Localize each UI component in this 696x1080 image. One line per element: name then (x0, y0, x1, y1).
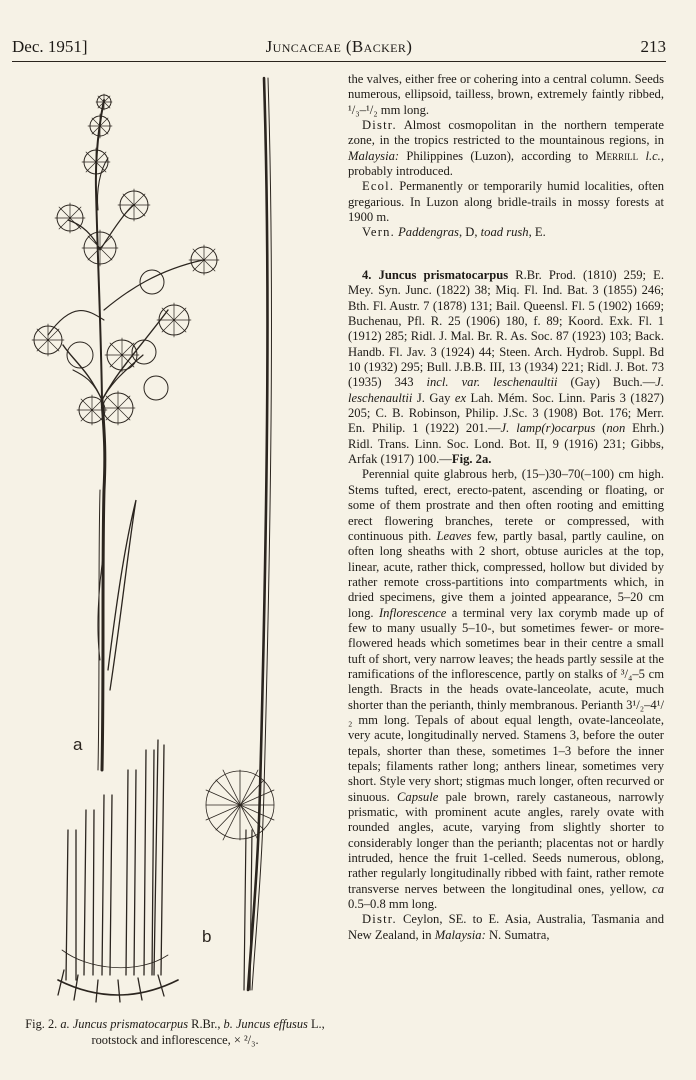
header-rule (12, 61, 666, 62)
juncus-effusus-drawing (58, 78, 274, 1002)
paragraph-seeds: the valves, either free or cohering into a central column. Seeds numerous, ellipsoid, tailless, brown, extremely faintly ribbed, ¹/₃–¹/₂ mm long. (348, 72, 664, 117)
figure-label-b: b (202, 927, 212, 946)
species-distribution: Distr. Ceylon, SE. to E. Asia, Australia, Tasmania and New Zealand, in Malaysia: N. Sumatra, (348, 912, 664, 942)
figure-caption: Fig. 2. a. Juncus prismatocarpus R.Br., b. Juncus effusus L., rootstock and inflorescence, × ²/₃. (25, 1017, 325, 1047)
text-column-upper (348, 72, 664, 241)
paragraph-ecology: Ecol. Permanently or temporarily humid localities, often gregarious. In Luzon along bridle-trails in mossy forests at 1900 m. (348, 179, 664, 225)
species-description: Perennial quite glabrous herb, (15–)30–70(–100) cm high. Stems tufted, erect, erecto-patent, ascending or floating, or some of them prostrate and then often rooting and emitting erect flowering branches, terete or compressed, with continuous pith. Leaves few, partly basal, partly cauline, on often long sheaths with 2 short, obtuse auricles at the top, linear, acute, rather thick, compressed, hollow but divided by rather remote cross-partitions into compartments which, in dried specimens, give them a jointed appearance, 5–20 cm long. Inflorescence a terminal very lax corymb made up of few to many usually 5–10-, but sometimes fewer- or more-flowered heads which sometimes bear in their centre a small tuft of short, very narrow leaves; the heads partly sessile at the ramifications of the inflorescence, partly on stalks of ³/₄–5 cm length. Bracts in the heads ovate-lanceolate, acute, much shorter than the perianth, thinly membranous. Perianth 3¹/₂–4¹/₂ mm long. Tepals of about equal length, ovate-lanceolate, very acute, longitudinally nerved. Stamens 3, before the outer tepals, shorter than these, sometimes 1–3 before the inner tepals; filaments rather long; anthers linear, sometimes very short. Style very short; stigmas much longer, often recurved or sinuous. Capsule pale brown, rarely castaneous, narrowly prismatic, with prominent acute angles, rarely ovate with rounded angles, acute, varying from slightly shorter to considerably longer than the perianth; placentas not or hardly intruded, hence the fruit 1-celled. Seeds numerous, oblong, rather regularly longitudinally ribbed with faint, rather remote transverse nerves between the longitudinal ones, yellow, ca 0.5–0.8 mm long. (348, 467, 665, 912)
juncus-prismatocarpus-drawing (32, 94, 219, 770)
text-column-species (348, 268, 664, 943)
header-date: Dec. 1951] (12, 37, 88, 56)
running-header (12, 36, 666, 60)
page-number: 213 (640, 37, 666, 56)
paragraph-distribution: Distr. Almost cosmopolitan in the northern temperate zone, in the tropics restricted to the mountainous regions, in Malaysia: Philippines (Luzon), according to Merrill l.c., probably introduced. (348, 118, 664, 179)
figure-label-a: a (73, 735, 83, 754)
paragraph-vernacular: Vern. Paddengras, D, toad rush, E. (362, 225, 546, 240)
botanical-figure (18, 70, 332, 1010)
species-references: 4. Juncus prismatocarpus R.Br. Prod. (1810) 259; E. Mey. Syn. Junc. (1822) 38; Miq. Fl. Ind. Bat. 3 (1855) 246; Bth. Fl. Austr. 7 (1878) 131; Bail. Queensl. Fl. 5 (1902) 1669; Buchenau, Pfl. R. 25 (1906) 180, f. 89; Koord. Exk. Fl. 1 (1912) 285; Ridl. J. Mal. Br. R. As. Soc. 87 (1923) 103; Back. Handb. Fl. Jav. 3 (1924) 44; Steen. Arch. Hydrob. Suppl. Bd 10 (1932) 295; Bull. J.B.B. III, 13 (1934) 221; Ridl. J. Bot. 73 (1935) 343 incl. var. leschenaultii (Gay) Buch.—J. leschenaultii J. Gay ex Lah. Mém. Soc. Linn. Paris 3 (1827) 205; C. B. Robinson, Philip. J.Sc. 3 (1908) Bot. 176; Merr. En. Philip. 1 (1922) 201.—J. lamp(r)ocarpus (non Ehrh.) Ridl. Trans. Linn. Soc. Lond. Bot. II, 9 (1916) 231; Gibbs, Arfak (1917) 100.—Fig. 2a. (348, 268, 665, 467)
header-title: Juncaceae (Backer) (265, 37, 413, 56)
